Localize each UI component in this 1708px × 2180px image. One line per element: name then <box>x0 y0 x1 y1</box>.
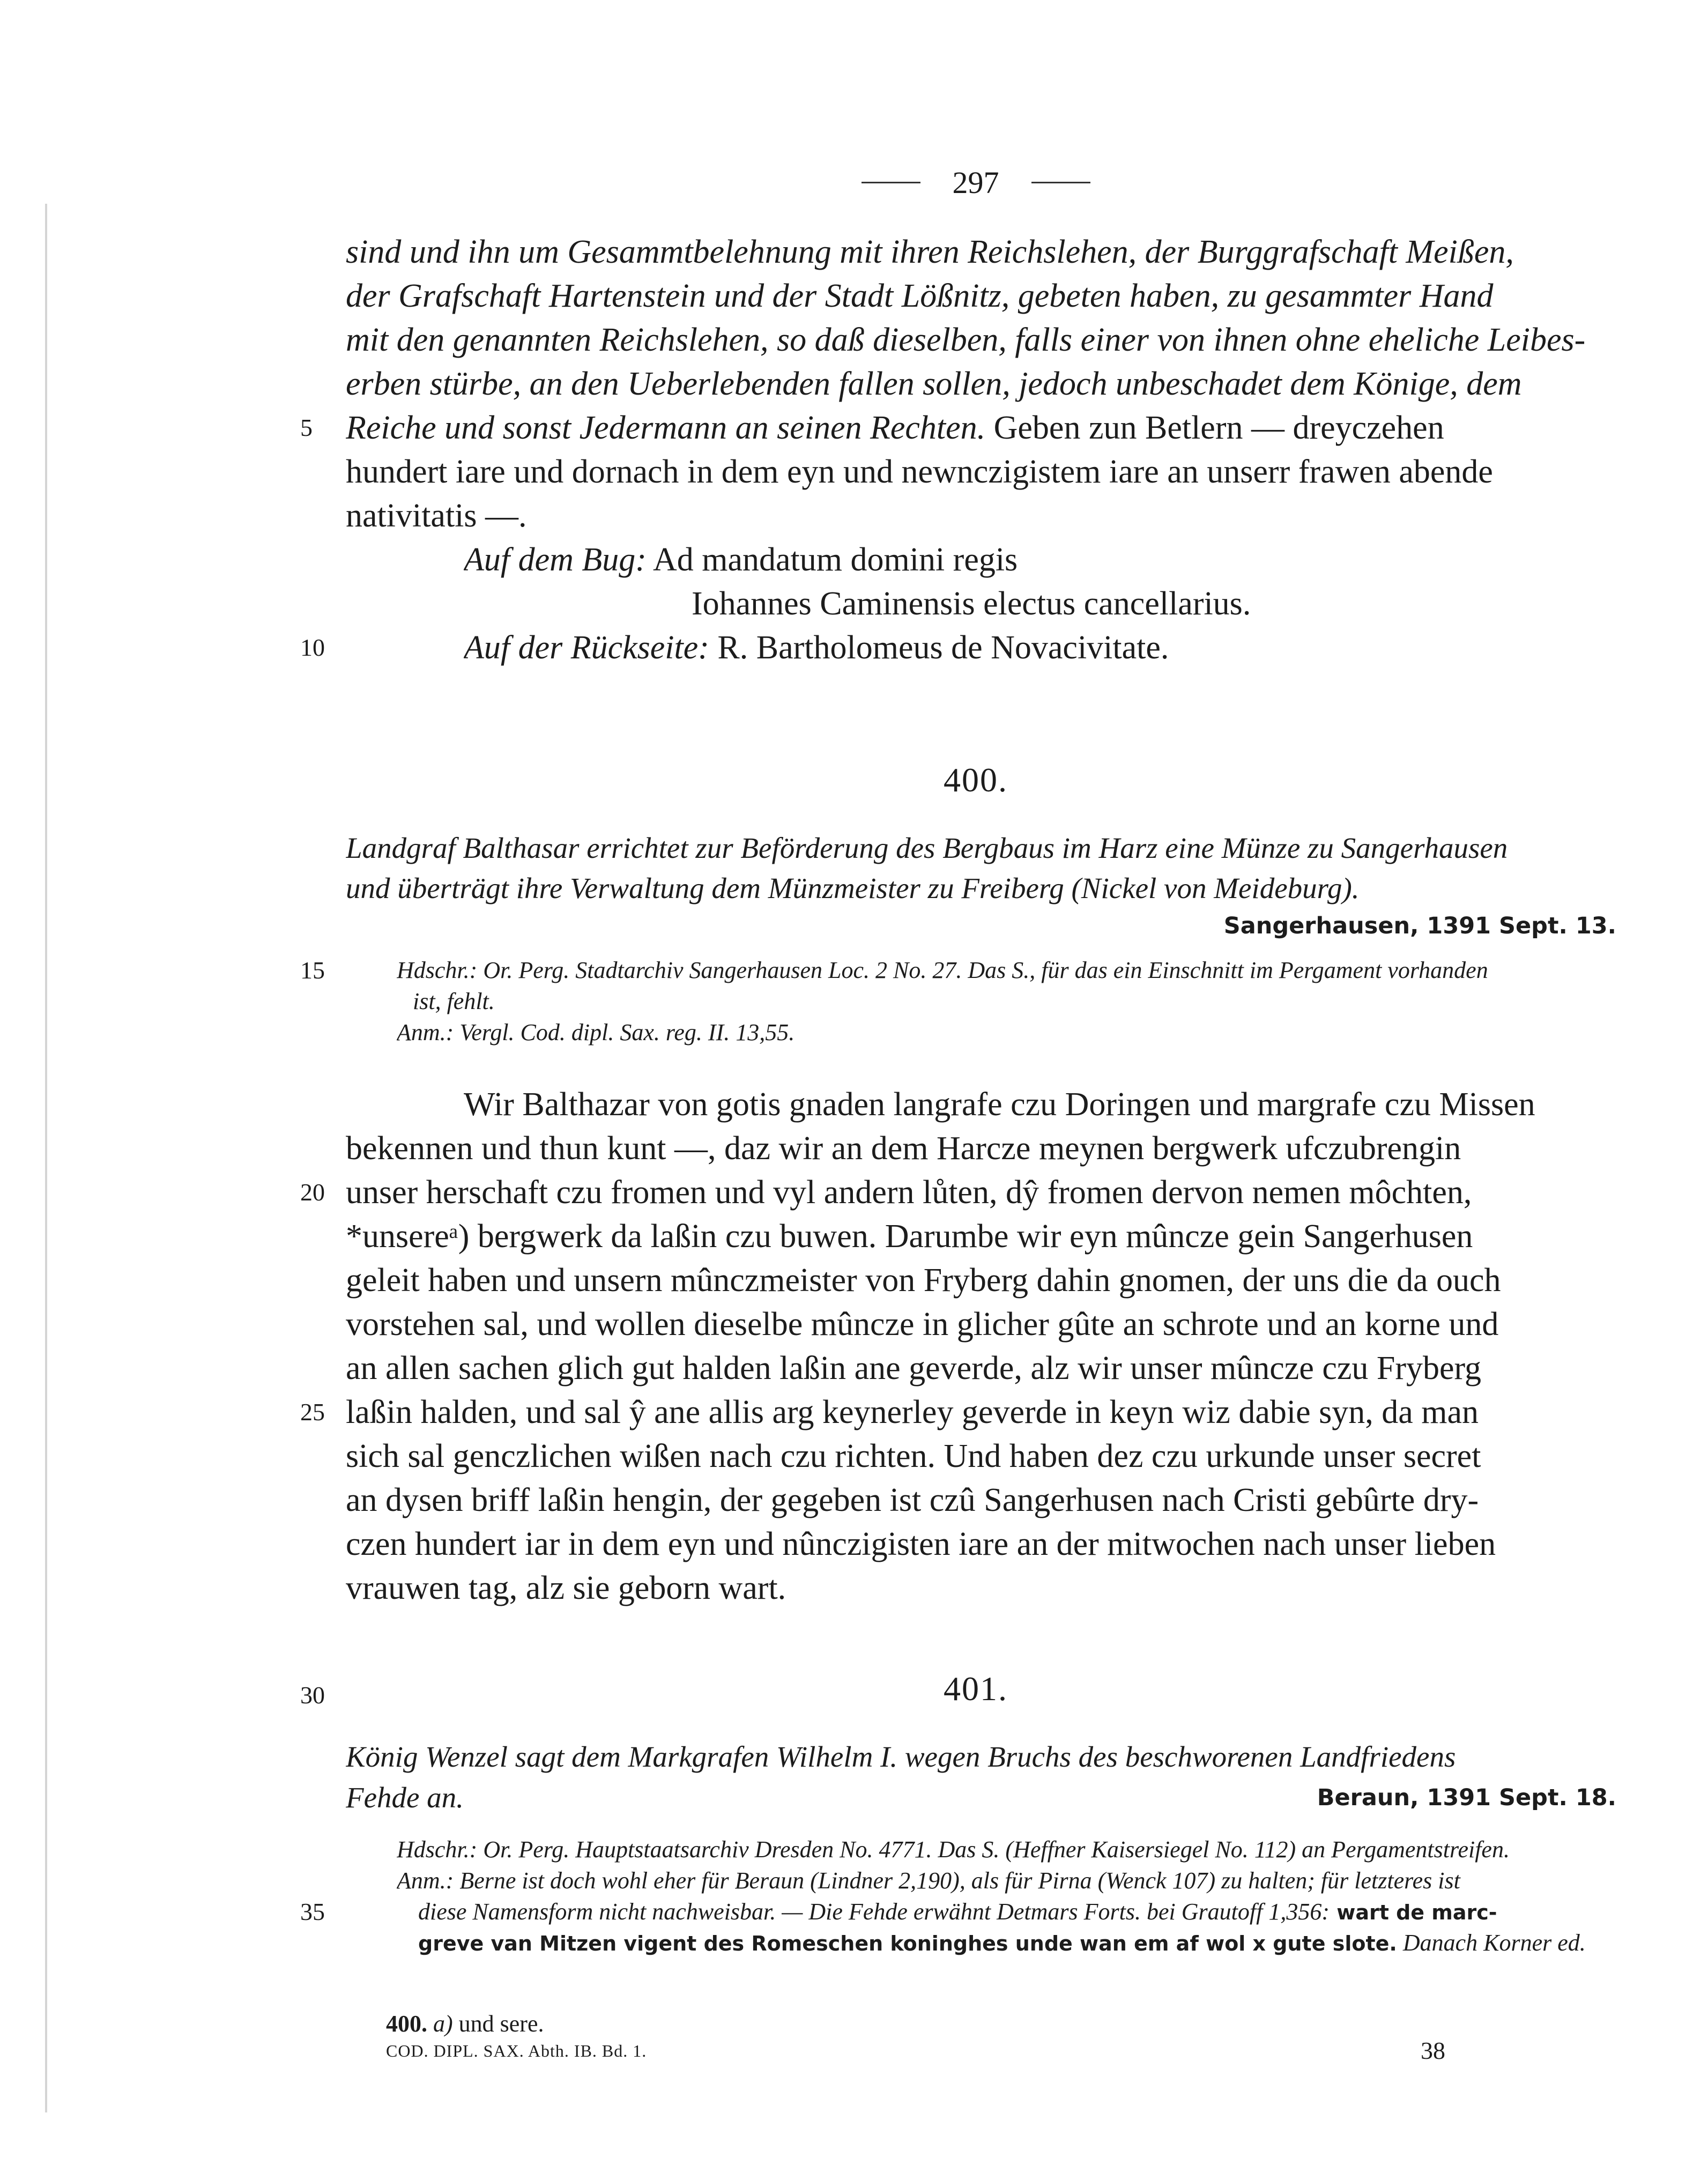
line-number-30: 30 <box>300 1681 325 1709</box>
apparatus-part: greve van Mitzen vigent des Romeschen koninghes unde wan em af wol x gute slote. <box>418 1932 1397 1955</box>
page-number: 297 <box>952 165 999 200</box>
header-rule-left <box>862 182 920 183</box>
text-line: Wir Balthazar von gotis gnaden langrafe czu Doringen und margrafe czu Missen <box>464 1086 1535 1123</box>
apparatus-label: Anm.: <box>397 1019 454 1045</box>
apparatus-text: Or. Perg. Stadtarchiv Sangerhausen Loc. 2 No. 27. Das S., für das ein Einschnitt im Pergament vorhanden <box>477 957 1488 983</box>
text-line: sich sal genczlichen wißen nach czu richten. Und haben dez czu urkunde unser secret <box>346 1438 1481 1474</box>
apparatus-text: Vergl. Cod. dipl. Sax. reg. II. 13,55. <box>454 1019 795 1045</box>
summary-400-line-1: Landgraf Balthasar errichtet zur Beförderung des Bergbaus im Harz eine Münze zu Sangerhausen <box>346 832 1508 864</box>
line-number: 20 <box>300 1178 325 1206</box>
apparatus-line <box>397 1865 1616 1897</box>
continuation-part: Auf der Rückseite: <box>464 629 709 666</box>
continuation-line <box>346 406 1616 449</box>
line-number: 35 <box>300 1898 325 1925</box>
apparatus-line <box>397 1017 1616 1049</box>
apparatus-line <box>397 954 1616 987</box>
continuation-part: Reiche und sonst Jedermann an seinen Rechten. <box>346 410 986 446</box>
footnote-marker: a) <box>433 2011 453 2037</box>
page-edge-shadow <box>45 204 47 2112</box>
line-number: 10 <box>300 634 325 661</box>
page-header <box>826 161 1126 204</box>
summary-401-line-1: König Wenzel sagt dem Markgrafen Wilhelm I. wegen Bruchs des beschworenen Landfriedens <box>346 1740 1456 1773</box>
continuation-line <box>346 275 1616 317</box>
line-number: 25 <box>300 1398 325 1426</box>
summary-400-line-2: und überträgt ihre Verwaltung dem Münzmeister zu Freiberg (Nickel von Meideburg). <box>346 872 1360 904</box>
text-line: czen hundert iar in dem eyn und nûnczigisten iare an der mitwochen nach unser lieben <box>346 1526 1496 1562</box>
text-line: geleit haben und unsern mûnczmeister von Fryberg dahin gnomen, der uns die da ouch <box>346 1262 1501 1299</box>
text-line: unser herschaft czu fromen und vyl andern lůten, dŷ fromen dervon nemen môchten, <box>346 1174 1472 1211</box>
apparatus-part: Danach Korner ed. <box>1397 1930 1586 1956</box>
apparatus-part: Anm.: <box>397 1867 454 1894</box>
text-line: bekennen und thun kunt —, daz wir an dem Harcze meynen bergwerk ufczubrengin <box>346 1130 1461 1167</box>
document-number-401: 401. <box>944 1670 1008 1708</box>
apparatus-text: ist, fehlt. <box>413 988 495 1014</box>
header-rule-right <box>1031 182 1090 183</box>
dateline-400: Sangerhausen, 1391 Sept. 13. <box>1223 913 1616 939</box>
continuation-part: nativitatis —. <box>346 498 527 534</box>
continuation-line <box>692 582 1616 625</box>
continuation-part: Geben zun Betlern — dreyczehen <box>985 410 1444 446</box>
footnote-text: und sere. <box>452 2011 544 2037</box>
continuation-part: der Grafschaft Hartenstein und der Stadt Lößnitz, gebeten haben, zu gesammter Hand <box>346 278 1494 314</box>
continuation-part: erben stürbe, an den Ueberlebenden fallen sollen, jedoch unbeschadet dem Könige, dem <box>346 366 1522 402</box>
signature-number: 38 <box>1421 2037 1445 2064</box>
continuation-line <box>346 231 1616 273</box>
continuation-part: hundert iare und dornach in dem eyn und newnczigistem iare an unserr frawen abende <box>346 454 1493 490</box>
summary-401-line-2: Fehde an. <box>346 1781 464 1814</box>
continuation-line <box>346 362 1616 405</box>
apparatus-line <box>418 1927 1616 1960</box>
line-number: 15 <box>300 956 325 984</box>
apparatus-part: wart de marc- <box>1329 1901 1497 1924</box>
text-line: an dysen briff laßin hengin, der gegeben ist czû Sangerhusen nach Cristi gebûrte dry- <box>346 1482 1479 1518</box>
continuation-part: R. Bartholomeus de Novacivitate. <box>709 629 1169 666</box>
text-line: laßin halden, und sal ŷ ane allis arg keynerley geverde in keyn wiz dabie syn, da man <box>346 1394 1479 1430</box>
text-line: vrauwen tag, alz sie geborn wart. <box>346 1570 786 1606</box>
continuation-line <box>346 450 1616 493</box>
signature-line: COD. DIPL. SAX. Abth. IB. Bd. 1. <box>386 2041 647 2060</box>
line-number: 5 <box>300 414 313 441</box>
apparatus-part: Berne ist doch wohl eher für Beraun (Lindner 2,190), als für Pirna (Wenck 107) zu halten; für letzteres ist <box>454 1867 1460 1894</box>
text-line: an allen sachen glich gut halden laßin ane geverde, alz wir unser mûncze czu Fryberg <box>346 1350 1482 1386</box>
continuation-part: Iohannes Caminensis electus cancellarius. <box>692 585 1251 622</box>
continuation-part: sind und ihn um Gesammtbelehnung mit ihren Reichslehen, der Burggrafschaft Meißen, <box>346 234 1514 270</box>
footnote-ref: 400. <box>386 2011 427 2037</box>
continuation-line <box>464 538 1616 581</box>
apparatus-line <box>413 985 1632 1018</box>
continuation-part: Auf dem Bug: <box>464 542 647 578</box>
continuation-part: Ad mandatum domini regis <box>646 542 1018 578</box>
apparatus-line <box>418 1896 1616 1929</box>
apparatus-part: diese Namensform nicht nachweisbar. — Die Fehde erwähnt Detmars Forts. bei Grautoff 1,356: <box>418 1899 1330 1925</box>
text-line: vorstehen sal, und wollen dieselbe mûncze in glicher gûte an schrote und an korne und <box>346 1306 1499 1343</box>
dateline-401: Beraun, 1391 Sept. 18. <box>1317 1784 1616 1811</box>
continuation-line <box>346 318 1616 361</box>
apparatus-label: Hdschr.: <box>397 957 478 983</box>
apparatus-part: Or. Perg. Hauptstaatsarchiv Dresden No. 4771. Das S. (Heffner Kaisersiegel No. 112) an Pergamentstreifen. <box>477 1836 1510 1863</box>
apparatus-part: Hdschr.: <box>397 1836 478 1863</box>
continuation-line <box>464 626 1616 669</box>
text-line: *unsereᵃ) bergwerk da laßin czu buwen. Darumbe wir eyn mûncze gein Sangerhusen <box>346 1218 1473 1255</box>
continuation-line <box>346 494 1616 537</box>
apparatus-line <box>397 1834 1616 1866</box>
document-number-400: 400. <box>944 761 1008 799</box>
continuation-part: mit den genannten Reichslehen, so daß dieselben, falls einer von ihnen ohne eheliche Leibes- <box>346 322 1586 358</box>
footnote <box>386 2008 544 2040</box>
